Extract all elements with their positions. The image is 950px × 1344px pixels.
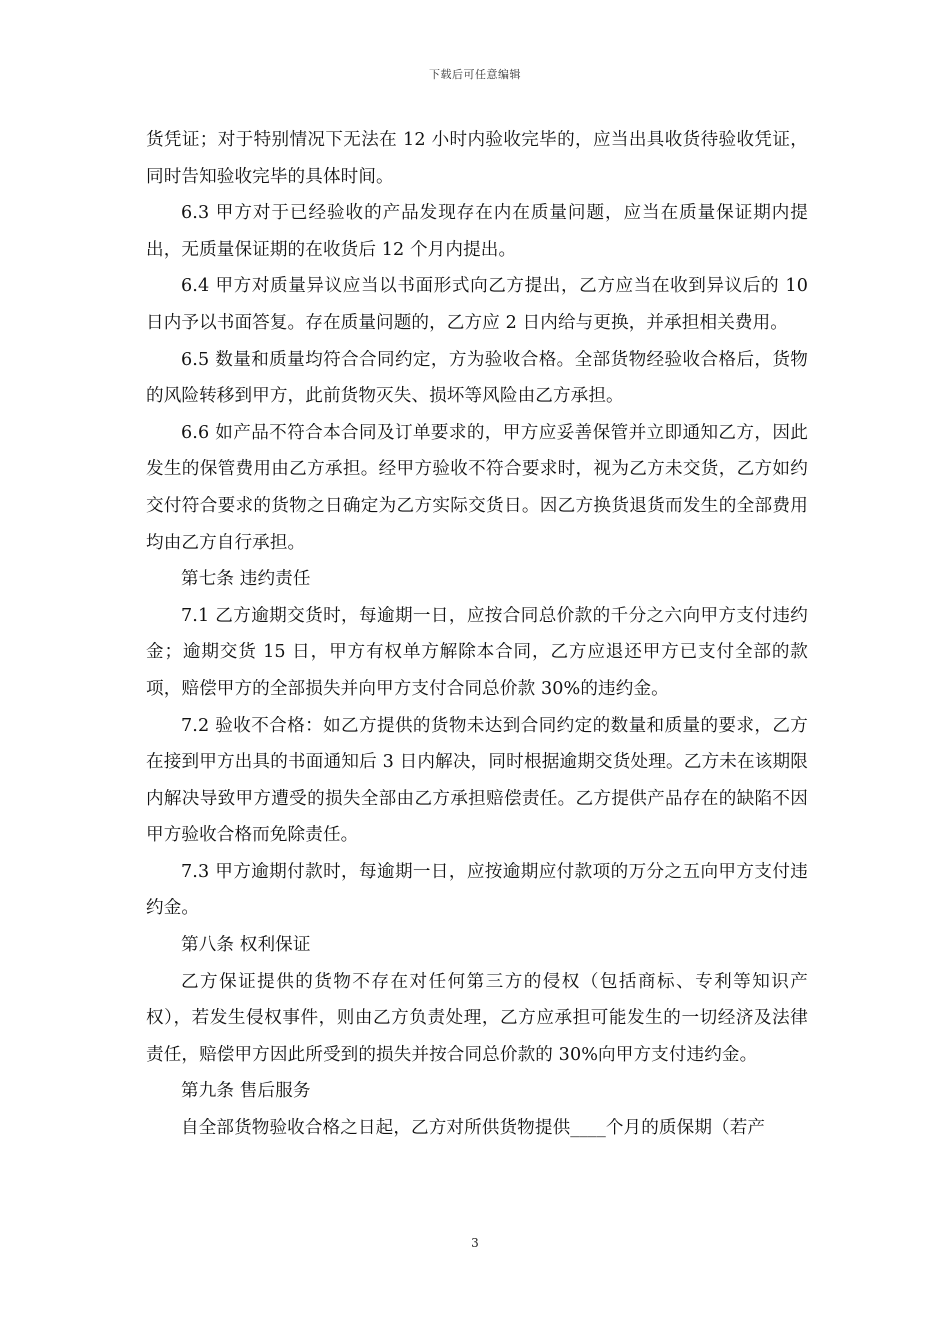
section-heading-article-8: 第八条 权利保证 (181, 935, 311, 956)
section-heading-article-7: 第七条 违约责任 (181, 569, 311, 590)
page-header: 下载后可任意编辑 (429, 68, 521, 81)
paragraph-6-6: 6.6 如产品不符合本合同及订单要求的，甲方应妥善保管并立即通知乙方，因此发生的保管费用由乙方承担。经甲方验收不符合要求时，视为乙方未交货，乙方如约交付符合要求的货物之日确定为乙方实际交货日。因乙方换货退货而发生的全部费用均由乙方自行承担。 (146, 422, 808, 553)
paragraph-7-2: 7.2 验收不合格：如乙方提供的货物未达到合同约定的数量和质量的要求，乙方在接到甲方出具的书面通知后 3 日内解决，同时根据逾期交货处理。乙方未在该期限内解决导致甲方遭受的损失全部由乙方承担赔偿责任。乙方提供产品存在的缺陷不因甲方验收合格而免除责任。 (146, 715, 808, 846)
section-heading-article-9: 第九条 售后服务 (181, 1081, 311, 1102)
paragraph-6-3: 6.3 甲方对于已经验收的产品发现存在内在质量问题，应当在质量保证期内提出，无质量保证期的在收货后 12 个月内提出。 (146, 203, 808, 260)
paragraph-rights-guarantee: 乙方保证提供的货物不存在对任何第三方的侵权（包括商标、专利等知识产权），若发生侵权事件，则由乙方负责处理，乙方应承担可能发生的一切经济及法律责任，赔偿甲方因此所受到的损失并按合同总价款的 30%向甲方支付违约金。 (146, 971, 808, 1065)
paragraph-after-sales: 自全部货物验收合格之日起，乙方对所供货物提供____个月的质保期（若产 (181, 1118, 766, 1139)
paragraph-7-3: 7.3 甲方逾期付款时，每逾期一日，应按逾期应付款项的万分之五向甲方支付违约金。 (146, 861, 808, 919)
document-body (146, 122, 808, 1147)
paragraph-6-4: 6.4 甲方对质量异议应当以书面形式向乙方提出，乙方应当在收到异议后的 10 日内予以书面答复。存在质量问题的，乙方应 2 日内给与更换，并承担相关费用。 (146, 276, 808, 333)
paragraph-receipt-voucher: 货凭证；对于特别情况下无法在 12 小时内验收完毕的，应当出具收货待验收凭证，同时告知验收完毕的具体时间。 (146, 130, 808, 187)
paragraph-6-5: 6.5 数量和质量均符合合同约定，方为验收合格。全部货物经验收合格后，货物的风险转移到甲方，此前货物灭失、损坏等风险由乙方承担。 (146, 349, 808, 407)
page-number: 3 (471, 1236, 479, 1250)
paragraph-7-1: 7.1 乙方逾期交货时，每逾期一日，应按合同总价款的千分之六向甲方支付违约金；逾期交货 15 日，甲方有权单方解除本合同，乙方应退还甲方已支付全部的款项，赔偿甲方的全部损失并向甲方支付合同总价款 30%的违约金。 (146, 605, 808, 699)
